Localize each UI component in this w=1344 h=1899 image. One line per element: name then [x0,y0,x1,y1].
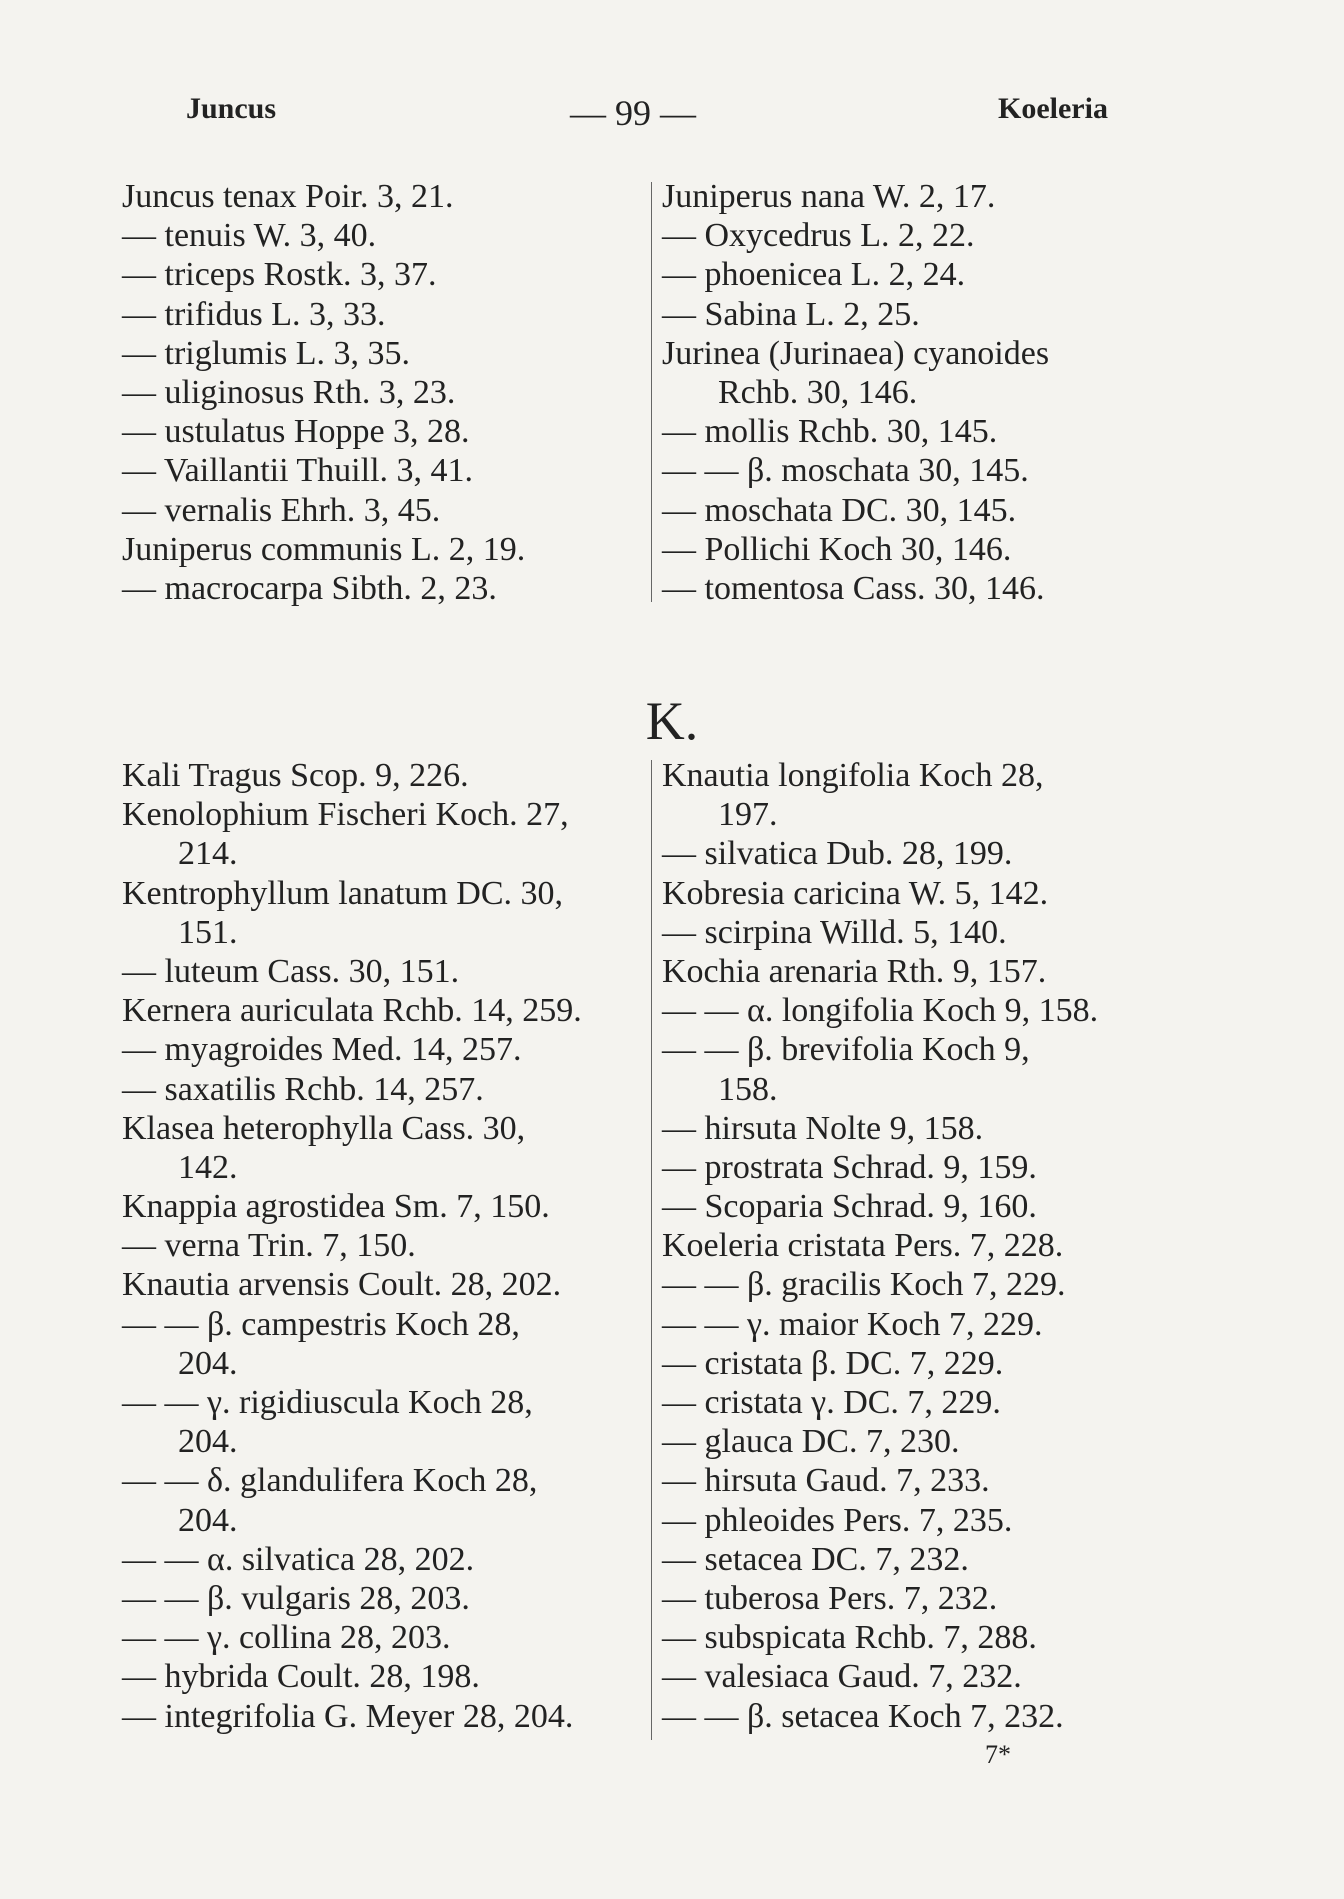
index-entry: — myagroides Med. 14, 257. [122,1031,522,1069]
index-entry: — — β. moschata 30, 145. [662,452,1029,490]
index-entry: — — γ. maior Koch 7, 229. [662,1305,1043,1343]
index-entry: — hybrida Coult. 28, 198. [122,1658,480,1696]
index-entry: — verna Trin. 7, 150. [122,1227,416,1265]
index-entry: — setacea DC. 7, 232. [662,1540,969,1578]
index-entry: 158. [718,1070,778,1108]
index-entry: — Oxycedrus L. 2, 22. [662,217,975,255]
index-entry: — — γ. collina 28, 203. [122,1619,451,1657]
index-entry: Kali Tragus Scop. 9, 226. [122,757,469,794]
column-divider [651,760,652,1740]
index-entry: — silvatica Dub. 28, 199. [662,835,1013,873]
column-divider [651,182,652,602]
index-entry: — — α. longifolia Koch 9, 158. [662,992,1099,1030]
section-k-right-column [662,756,1098,1736]
section-j-left-column [122,177,525,608]
index-entry: — phleoides Pers. 7, 235. [662,1501,1013,1539]
index-entry: — hirsuta Nolte 9, 158. [662,1109,984,1147]
index-entry: — cristata β. DC. 7, 229. [662,1344,1004,1382]
index-entry: — triceps Rostk. 3, 37. [122,256,437,294]
index-entry: — — β. brevifolia Koch 9, [662,1031,1030,1069]
section-j-right-column [662,177,1049,608]
index-entry: — hirsuta Gaud. 7, 233. [662,1462,990,1500]
index-entry: — glauca DC. 7, 230. [662,1423,960,1461]
index-entry: Knappia agrostidea Sm. 7, 150. [122,1188,550,1226]
index-entry: — trifidus L. 3, 33. [122,295,386,333]
index-entry: — scirpina Willd. 5, 140. [662,913,1007,951]
section-k-left-column [122,756,582,1736]
index-entry: Juniperus communis L. 2, 19. [122,530,526,568]
index-entry: — uliginosus Rth. 3, 23. [122,373,456,411]
index-entry: — Scoparia Schrad. 9, 160. [662,1188,1037,1226]
running-header [0,92,1344,142]
index-entry: Knautia arvensis Coult. 28, 202. [122,1266,562,1304]
index-entry: — subspicata Rchb. 7, 288. [662,1619,1037,1657]
index-entry: — triglumis L. 3, 35. [122,334,411,372]
index-entry: — tuberosa Pers. 7, 232. [662,1579,998,1617]
index-entry: Knautia longifolia Koch 28, [662,757,1044,794]
index-entry: Kernera auriculata Rchb. 14, 259. [122,992,582,1030]
page-number: — 99 — [570,93,696,133]
index-entry: Koeleria cristata Pers. 7, 228. [662,1227,1064,1265]
index-entry: — phoenicea L. 2, 24. [662,256,966,294]
index-entry: Kochia arenaria Rth. 9, 157. [662,952,1047,990]
index-entry: — prostrata Schrad. 9, 159. [662,1148,1037,1186]
index-entry: — vernalis Ehrh. 3, 45. [122,491,441,529]
index-entry: — — β. setacea Koch 7, 232. [662,1697,1064,1735]
index-entry: 204. [178,1423,238,1461]
index-entry: — cristata γ. DC. 7, 229. [662,1384,1001,1421]
index-entry: — integrifolia G. Meyer 28, 204. [122,1697,574,1735]
index-entry: Klasea heterophylla Cass. 30, [122,1109,526,1147]
index-entry: — saxatilis Rchb. 14, 257. [122,1070,484,1108]
index-entry: — Sabina L. 2, 25. [662,295,920,333]
index-entry: 204. [178,1501,238,1539]
index-entry: — — γ. rigidiuscula Koch 28, [122,1384,533,1421]
index-entry: — ustulatus Hoppe 3, 28. [122,413,470,451]
index-entry: Juniperus nana W. 2, 17. [662,178,996,215]
index-entry: — valesiaca Gaud. 7, 232. [662,1658,1022,1696]
index-entry: 142. [178,1148,238,1186]
index-entry: — tenuis W. 3, 40. [122,217,377,255]
index-entry: — tomentosa Cass. 30, 146. [662,569,1045,607]
index-entry: — luteum Cass. 30, 151. [122,952,460,990]
index-entry: — Pollichi Koch 30, 146. [662,530,1012,568]
index-entry: Juncus tenax Poir. 3, 21. [122,178,454,215]
section-letter-heading: K. [645,691,699,751]
index-entry: — — δ. glandulifera Koch 28, [122,1462,538,1500]
index-entry: — — β. gracilis Koch 7, 229. [662,1266,1066,1304]
index-entry: Jurinea (Jurinaea) cyanoides [662,334,1050,372]
index-entry: Kentrophyllum lanatum DC. 30, [122,874,564,912]
header-right-keyword: Koeleria [998,92,1108,125]
index-entry: 197. [718,796,778,834]
index-entry: — — β. vulgaris 28, 203. [122,1579,470,1617]
index-entry: — macrocarpa Sibth. 2, 23. [122,569,497,607]
index-entry: — moschata DC. 30, 145. [662,491,1017,529]
header-left-keyword: Juncus [186,92,277,125]
index-entry: Kobresia caricina W. 5, 142. [662,874,1049,912]
index-entry: Rchb. 30, 146. [718,373,918,411]
index-entry: 151. [178,913,238,951]
index-entry: — — β. campestris Koch 28, [122,1305,520,1343]
index-entry: Kenolophium Fischeri Koch. 27, [122,796,569,834]
index-entry: 214. [178,835,238,873]
index-entry: — mollis Rchb. 30, 145. [662,413,998,451]
index-entry: — — α. silvatica 28, 202. [122,1540,475,1578]
signature-mark: 7* [985,1740,1011,1769]
index-entry: 204. [178,1344,238,1382]
index-entry: — Vaillantii Thuill. 3, 41. [122,452,474,490]
